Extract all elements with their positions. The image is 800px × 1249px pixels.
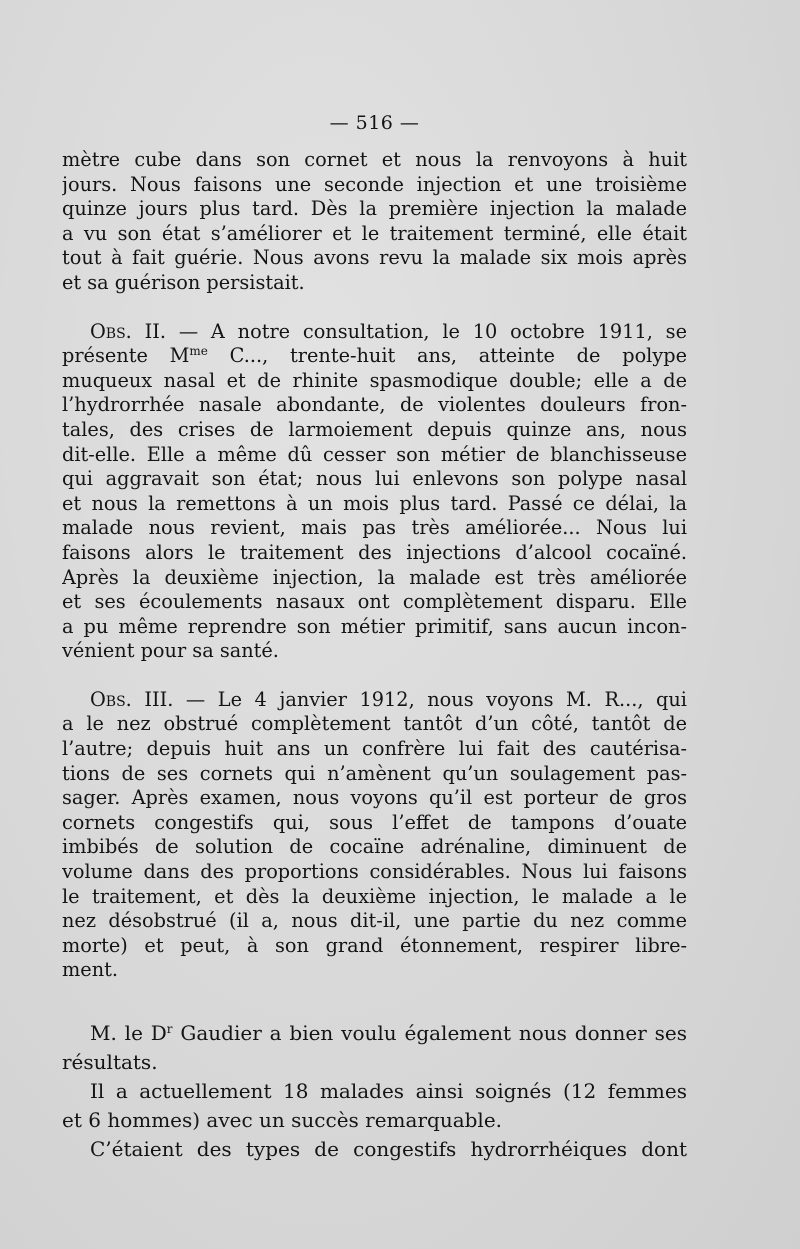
text-line: volume dans des proportions considérables. Nous lui faisons bbox=[62, 860, 687, 884]
text-line: l’hydrorrhée nasale abondante, de violentes douleurs fron- bbox=[62, 393, 687, 417]
text-fragment: présente M bbox=[62, 344, 190, 368]
text-line: qui aggravait son état; nous lui enlevons son polype nasal bbox=[62, 467, 687, 491]
text-line: muqueux nasal et de rhinite spasmodique double; elle a de bbox=[62, 368, 687, 392]
observation-2 bbox=[62, 320, 687, 664]
text-line: tout à fait guérie. Nous avons revu la malade six mois après bbox=[62, 246, 687, 270]
text-line: a vu son état s’améliorer et le traitement terminé, elle était bbox=[62, 221, 687, 245]
paragraph-continuation bbox=[62, 148, 687, 296]
text-line: imbibés de solution de cocaïne adrénaline, diminuent de bbox=[62, 835, 687, 859]
text-line bbox=[62, 688, 687, 713]
text-line: nez désobstrué (il a, nous dit-il, une partie du nez comme bbox=[62, 909, 687, 933]
text-line: tions de ses cornets qui n’amènent qu’un soulagement pas- bbox=[62, 761, 687, 785]
text-line: quinze jours plus tard. Dès la première injection la malade bbox=[62, 197, 687, 221]
paragraph-malades bbox=[62, 1077, 687, 1135]
text-line: mètre cube dans son cornet et nous la renvoyons à huit bbox=[62, 148, 687, 171]
book-page bbox=[62, 112, 687, 1164]
text-line: et sa guérison persistait. bbox=[62, 270, 305, 294]
observation-3 bbox=[62, 688, 687, 983]
superscript: r bbox=[166, 1022, 173, 1036]
spacer bbox=[62, 983, 687, 1019]
paragraph-gaudier bbox=[62, 1019, 687, 1077]
text-fragment: — A notre consultation, le 10 octobre 1911, se bbox=[166, 319, 687, 343]
text-line: faisons alors le traitement des injections d’alcool cocaïné. bbox=[62, 540, 687, 564]
superscript: me bbox=[189, 344, 208, 359]
text-line: et ses écoulements nasaux ont complètement disparu. Elle bbox=[62, 590, 687, 614]
text-line: résultats. bbox=[62, 1050, 158, 1074]
page-number: — 516 — bbox=[329, 112, 420, 134]
observation-label: Obs. II. bbox=[90, 319, 166, 343]
text-line: tales, des crises de larmoiement depuis quinze ans, nous bbox=[62, 417, 687, 441]
text-fragment: C..., trente-huit ans, atteinte de polype bbox=[207, 344, 687, 368]
text-fragment: — Le 4 janvier 1912, nous voyons M. R..., qui bbox=[173, 687, 687, 711]
text-line: morte) et peut, à son grand étonnement, respirer libre- bbox=[62, 933, 687, 957]
text-line: et nous la remettons à un mois plus tard. Passé ce délai, la bbox=[62, 491, 687, 515]
text-line: jours. Nous faisons une seconde injection et une troisième bbox=[62, 172, 687, 196]
paragraph-types bbox=[62, 1135, 687, 1164]
text-line: C’étaient des types de congestifs hydrorrhéiques dont bbox=[90, 1137, 687, 1161]
text-line: le traitement, et dès la deuxième injection, le malade a le bbox=[62, 884, 687, 908]
spacer bbox=[62, 664, 687, 688]
text-line: a le nez obstrué complètement tantôt d’un côté, tantôt de bbox=[62, 712, 687, 736]
text-line: cornets congestifs qui, sous l’effet de tampons d’ouate bbox=[62, 810, 687, 834]
text-line: dit-elle. Elle a même dû cesser son métier de blanchisseuse bbox=[62, 442, 687, 466]
text-line: vénient pour sa santé. bbox=[62, 639, 279, 663]
text-fragment: Gaudier a bien voulu également nous donner ses bbox=[172, 1021, 687, 1045]
text-line: Il a actuellement 18 malades ainsi soignés (12 femmes bbox=[90, 1079, 687, 1103]
spacer bbox=[62, 296, 687, 320]
text-line: sager. Après examen, nous voyons qu’il est porteur de gros bbox=[62, 786, 687, 810]
text-line: l’autre; depuis huit ans un confrère lui fait des cautérisa- bbox=[62, 737, 687, 761]
text-line: et 6 hommes) avec un succès remarquable. bbox=[62, 1108, 503, 1132]
text-fragment: M. le D bbox=[90, 1021, 167, 1045]
text-line bbox=[62, 320, 687, 345]
text-line: malade nous revient, mais pas très améliorée... Nous lui bbox=[62, 516, 687, 540]
text-line bbox=[62, 1019, 687, 1048]
text-line: Après la deuxième injection, la malade est très améliorée bbox=[62, 565, 687, 589]
text-line: ment. bbox=[62, 958, 118, 982]
text-line bbox=[62, 344, 687, 369]
observation-label: Obs. III. bbox=[90, 687, 174, 711]
text-line: a pu même reprendre son métier primitif, sans aucun incon- bbox=[62, 614, 687, 638]
